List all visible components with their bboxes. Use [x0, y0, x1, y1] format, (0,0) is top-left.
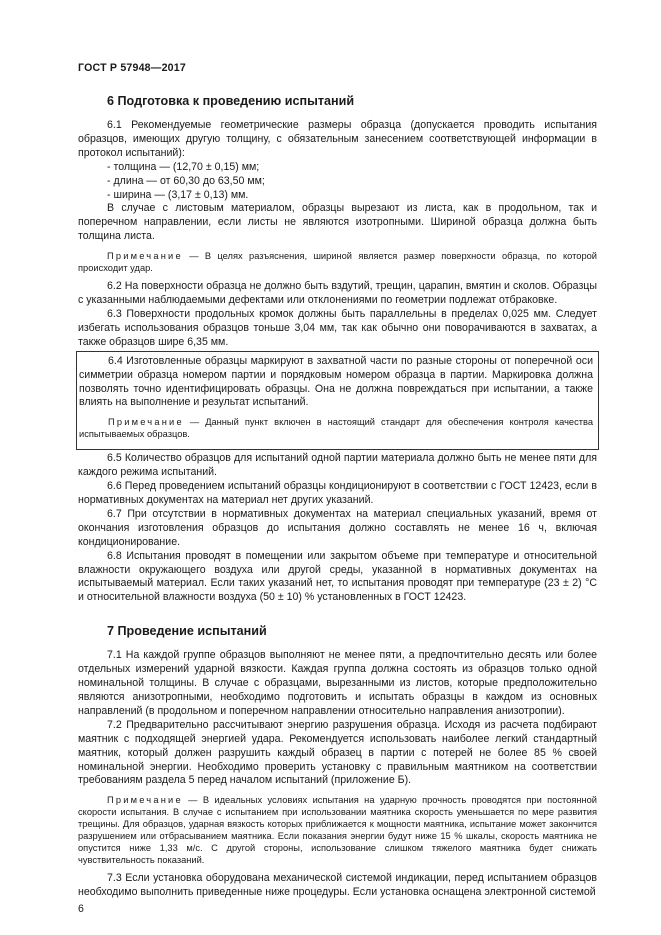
note-6-4 [77, 416, 593, 440]
paragraph-6-2: 6.2 На поверхности образца не должно быть вздутий, трещин, царапин, вмятин и сколов. Образцы с указанными наблюдаемыми дефектами или отклонениями по геометрии подлежат отбраковке. [78, 280, 597, 307]
note-text: — В целях разъяснения, шириной является размер поверхности образца, по которой происходит удар. [78, 251, 597, 274]
paragraph-6-6: 6.6 Перед проведением испытаний образцы кондиционируют в соответствии с ГОСТ 12423, если в нормативных документах на материал нет других указаний. [78, 480, 597, 507]
paragraph-6-7: 6.7 При отсутствии в нормативных документах на материал специальных указаний, время от окончания изготовления образцов до испытания должно составлять не менее 16 ч, включая кондиционирование. [78, 507, 597, 548]
paragraph-7-3: 7.3 Если установка оборудована механической системой индикации, перед испытанием образцов необходимо выполнить приведенные ниже процедуры. Если установка оснащена электронной системой [78, 872, 597, 899]
paragraph-6-1-sheet: В случае с листовым материалом, образцы вырезают из листа, как в продольном, так и поперечном направлении, если листы не являются изотропными. Шириной образца должна быть толщина листа. [78, 202, 597, 243]
note-label: Примечание [107, 251, 183, 262]
paragraph-7-2: 7.2 Предварительно рассчитывают энергию разрушения образца. Исходя из расчета подбирают маятник с подходящей энергией удара. Рекомендуется использовать наиболее легкий стандартный маятник, который должен разрушить каждый образец в партии с потерей не более 85 % своей номинальной энергии. Необходимо проверить установку с правильным маятником на соответствии требованиям раздела 5 перед началом испытаний (приложение Б). [78, 718, 597, 787]
paragraph-6-4: 6.4 Изготовленные образцы маркируют в захватной части по разные стороны от поперечной оси симметрии образца номером партии и порядковым номером образца в партии. Маркировка должна позволять точно идентифицировать образцы. Она не должна повреждаться при испытании, а также влиять на выполнение и результат испытаний. [79, 354, 593, 409]
list-item-thickness: - толщина — (12,70 ± 0,15) мм; [107, 160, 260, 173]
list-item-width: - ширина — (3,17 ± 0,13) мм. [107, 188, 249, 201]
list-item-length: - длина — от 60,30 до 63,50 мм; [107, 174, 265, 187]
page-number: 6 [78, 903, 84, 915]
paragraph-6-5: 6.5 Количество образцов для испытаний одной партии материала должно быть не менее пяти для каждого режима испытаний. [78, 452, 597, 479]
note-text: — В идеальных условиях испытания на ударную прочность проводятся при постоянной скорости испытания. В случае с испытанием при использовании маятника скорость уменьшается по мере развития трещины. Для образцов, ударная вязкость которых приближается к мощности маятника, испытание может закончится разрушением или отбрасыванием маятника. Если показания энергии будут ниже 15 % шкалы, скорость маятника не опустится ниже 1,33 м/с. С другой стороны, использование слишком тяжелого маятника будет снижать чувствительность показаний. [78, 795, 597, 866]
note-7-2 [78, 794, 597, 866]
note-6-1 [78, 250, 597, 274]
paragraph-6-8: 6.8 Испытания проводят в помещении или закрытом объеме при температуре и относительной влажности окружающего воздуха или другой среды, указанной в нормативных документах на испытываемый материал. Если таких указаний нет, то испытания проводят при температуре (23 ± 2) °С и относительной влажности воздуха (50 ± 10) % установленных в ГОСТ 12423. [78, 549, 597, 604]
framed-block-6-4 [76, 351, 599, 451]
paragraph-6-3: 6.3 Поверхности продольных кромок должны быть параллельны в пределах 0,025 мм. Следует избегать использования образцов тоньше 3,04 мм, так как обычно они поворачиваются в захватах, а также образцов шире 6,35 мм. [78, 307, 597, 348]
section-7-title: 7 Проведение испытаний [107, 624, 267, 639]
page-content [78, 93, 597, 900]
paragraph-6-1: 6.1 Рекомендуемые геометрические размеры образца (допускается проводить испытания образцов, имеющих другую толщину, с обязательным занесением соответствующей информации в протокол испытаний): [78, 119, 597, 159]
section-6-title: 6 Подготовка к проведению испытаний [107, 94, 355, 108]
document-header: ГОСТ Р 57948—2017 [78, 62, 186, 74]
note-text: — Данный пункт включен в настоящий стандарт для обеспечения контроля качества испытываемых образцов. [79, 417, 593, 440]
paragraph-7-1: 7.1 На каждой группе образцов выполняют не менее пяти, а предпочтительно десять или более отдельных измерений ударной вязкости. Каждая группа должна состоять из образцов только одной номинальной толщины. В случае с образцами, вырезанными из листов, которые предположительно являются анизотропными, необходимо подготовить и испытать образцы в каждом из основных направлений (в продольном и поперечном направлении относительно направления анизотропии). [78, 649, 597, 717]
note-label: Примечание [108, 417, 184, 428]
note-label: Примечание [107, 795, 183, 806]
